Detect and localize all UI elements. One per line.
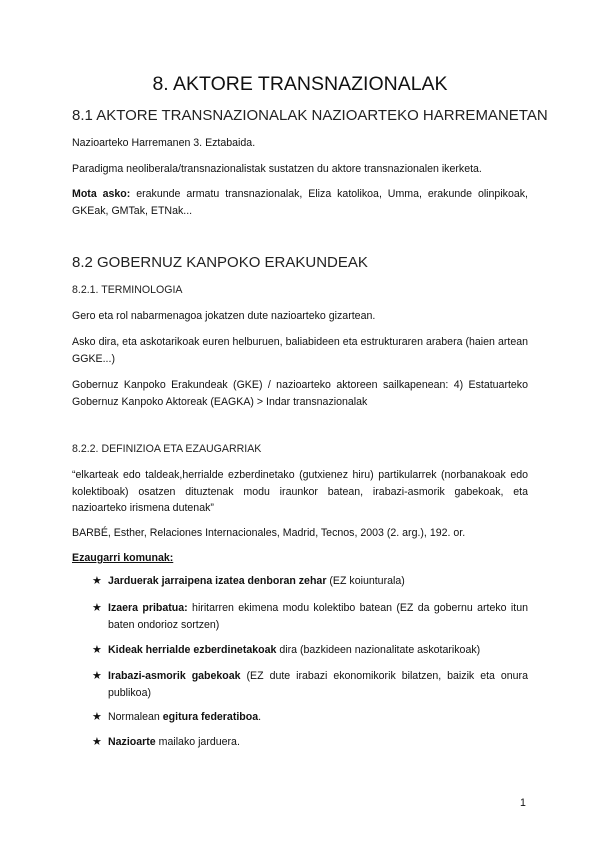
list-item [92,668,528,701]
subsection-heading-8-2-2: 8.2.2. DEFINIZIOA ETA EZAUGARRIAK [72,443,262,455]
list-item-text [108,668,528,701]
list-item-text [108,600,528,633]
paragraph: Gobernuz Kanpoko Erakundeak (GKE) / nazioarteko aktoreen sailkapenean: 4) Estatuarteko Gobernuz Kanpoko Aktoreak (EAGKA) > Indar transnazionalak [72,379,528,408]
paragraph: Gero eta rol nabarmenagoa jokatzen dute nazioarteko gizartean. [72,310,376,322]
paragraph-text: erakunde armatu transnazionalak, Eliza katolikoa, Umma, erakunde olinpikoak, GKEak, GMTak, ETNak... [72,188,528,217]
item-bold: Izaera pribatua: [108,602,188,614]
item-suffix: (EZ koiunturala) [326,575,405,587]
item-prefix: Normalean [108,711,163,723]
bold-label: Mota asko: [72,188,131,200]
page-title: 8. AKTORE TRANSNAZIONALAK [152,73,448,95]
paragraph: Asko dira, eta askotarikoak euren helburuen, baliabideen eta estrukturaren arabera (haien artean GGKE...) [72,336,528,365]
list-item-text [108,573,528,590]
item-bold: Jarduerak jarraipena izatea denboran zehar [108,575,327,587]
star-icon: ★ [92,575,102,587]
item-suffix: mailako jarduera. [155,736,240,748]
subsection-heading-8-2-1: 8.2.1. TERMINOLOGIA [72,284,183,296]
item-suffix: (EZ dute irabazi ekonomikorik bilatzen, baizik eta onura publikoa) [108,670,528,699]
list-item [92,734,528,751]
features-heading-wrap [72,550,528,567]
item-bold: Irabazi-asmorik gabekoak [108,670,241,682]
star-icon: ★ [92,670,102,682]
page-number: 1 [520,797,526,809]
list-item-text [108,642,528,659]
features-heading: Ezaugarri komunak: [72,552,174,564]
paragraph [72,186,528,219]
item-suffix: dira (bazkideen nazionalitate askotarikoak) [276,644,481,656]
star-icon: ★ [92,644,102,656]
list-item [92,600,528,633]
paragraph: Nazioarteko Harremanen 3. Eztabaida. [72,137,256,149]
list-item-text [108,709,528,726]
section-heading-8-1: 8.1 AKTORE TRANSNAZIONALAK NAZIOARTEKO HARREMANETAN [72,107,548,124]
section-heading-8-2: 8.2 GOBERNUZ KANPOKO ERAKUNDEAK [72,254,368,271]
star-icon: ★ [92,736,102,748]
list-item-text [108,734,528,751]
list-item [92,642,528,659]
star-icon: ★ [92,602,102,614]
citation: BARBÉ, Esther, Relaciones Internacionales, Madrid, Tecnos, 2003 (2. arg.), 192. or. [72,527,466,539]
star-icon: ★ [92,711,102,723]
item-suffix: hiritarren ekimena modu kolektibo batean (EZ da gobernu arteko itun baten ondorioz sortzen) [108,602,528,631]
item-bold: egitura federatiboa [162,711,259,723]
item-bold: Nazioarte [108,736,156,748]
list-item [92,573,528,590]
list-item [92,709,528,726]
item-bold: Kideak herrialde ezberdinetakoak [108,644,277,656]
paragraph: Paradigma neoliberala/transnazionalistak sustatzen du aktore transnazionalen ikerketa. [72,163,482,175]
quote: “elkarteak edo taldeak,herrialde ezberdinetako (gutxienez hiru) partikularrek (norbanakoak edo kolektiboak) osatzen dituztenak modu iraunkor batean, irabazi-asmorik gabekoak, eta nazioarteko irismena dutenak” [72,469,528,514]
item-suffix: . [258,711,262,723]
